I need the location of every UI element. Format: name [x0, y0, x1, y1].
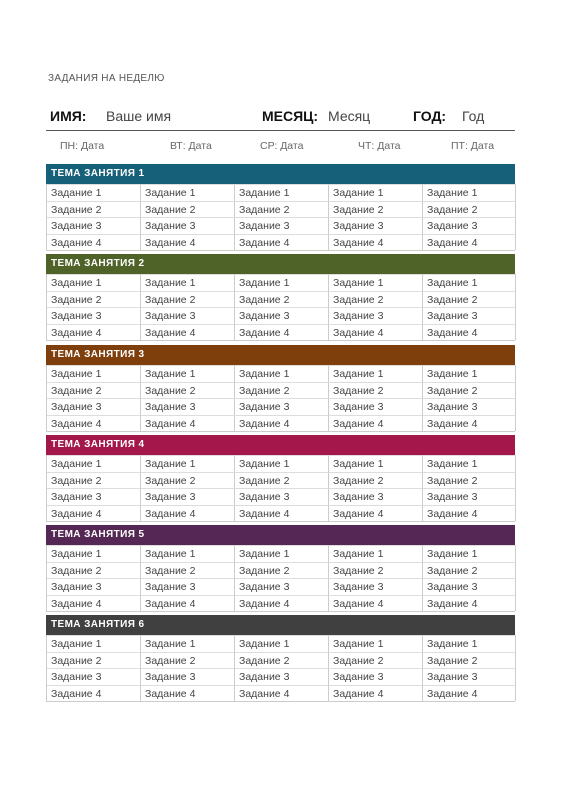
task-cell[interactable]: Задание 1: [329, 365, 423, 382]
task-cell[interactable]: Задание 2: [141, 382, 235, 399]
task-cell[interactable]: Задание 2: [47, 291, 141, 308]
task-cell[interactable]: Задание 2: [423, 652, 516, 669]
task-cell[interactable]: Задание 4: [47, 595, 141, 612]
task-cell[interactable]: Задание 3: [47, 398, 141, 415]
task-cell[interactable]: Задание 4: [141, 685, 235, 702]
task-cell[interactable]: Задание 2: [235, 291, 329, 308]
header-row: [46, 104, 515, 131]
task-cell[interactable]: Задание 1: [329, 635, 423, 652]
task-cell[interactable]: Задание 1: [47, 455, 141, 472]
task-cell[interactable]: Задание 4: [141, 324, 235, 341]
section-2: [46, 254, 515, 341]
task-cell[interactable]: Задание 3: [235, 398, 329, 415]
task-cell[interactable]: Задание 3: [47, 578, 141, 595]
task-cell[interactable]: Задание 2: [329, 652, 423, 669]
section-title: ТЕМА ЗАНЯТИЯ 4: [46, 435, 515, 455]
task-cell[interactable]: Задание 3: [141, 217, 235, 234]
name-label: ИМЯ:: [50, 108, 87, 124]
task-cell[interactable]: Задание 2: [423, 201, 516, 218]
task-grid: [46, 635, 515, 702]
task-cell[interactable]: Задание 2: [141, 562, 235, 579]
task-cell[interactable]: Задание 3: [423, 398, 516, 415]
section-title: ТЕМА ЗАНЯТИЯ 6: [46, 615, 515, 635]
section-5: [46, 525, 515, 612]
task-cell[interactable]: Задание 2: [47, 652, 141, 669]
day-thu: ЧТ: Дата: [358, 140, 401, 152]
task-cell[interactable]: Задание 3: [329, 217, 423, 234]
task-cell[interactable]: Задание 3: [141, 488, 235, 505]
task-cell[interactable]: Задание 3: [329, 578, 423, 595]
task-cell[interactable]: Задание 2: [329, 291, 423, 308]
task-cell[interactable]: Задание 1: [141, 184, 235, 201]
task-cell[interactable]: Задание 4: [423, 505, 516, 522]
name-value[interactable]: Ваше имя: [106, 108, 172, 124]
task-cell[interactable]: Задание 3: [47, 307, 141, 324]
task-cell[interactable]: Задание 2: [47, 201, 141, 218]
task-cell[interactable]: Задание 1: [47, 635, 141, 652]
task-cell[interactable]: Задание 2: [141, 472, 235, 489]
task-cell[interactable]: Задание 4: [423, 234, 516, 251]
task-cell[interactable]: Задание 3: [235, 578, 329, 595]
task-cell[interactable]: Задание 4: [329, 324, 423, 341]
task-cell[interactable]: Задание 3: [141, 398, 235, 415]
task-cell[interactable]: Задание 4: [329, 685, 423, 702]
task-cell[interactable]: Задание 3: [235, 307, 329, 324]
task-cell[interactable]: Задание 2: [235, 201, 329, 218]
section-title: ТЕМА ЗАНЯТИЯ 1: [46, 164, 515, 184]
task-cell[interactable]: Задание 1: [47, 365, 141, 382]
section-title: ТЕМА ЗАНЯТИЯ 2: [46, 254, 515, 274]
task-cell[interactable]: Задание 2: [329, 562, 423, 579]
task-cell[interactable]: Задание 2: [47, 382, 141, 399]
year-value[interactable]: Год: [462, 108, 485, 124]
task-grid: [46, 274, 515, 341]
document-title: ЗАДАНИЯ НА НЕДЕЛЮ: [48, 73, 165, 84]
task-cell[interactable]: Задание 1: [423, 455, 516, 472]
task-cell[interactable]: Задание 1: [329, 455, 423, 472]
task-cell[interactable]: Задание 4: [329, 234, 423, 251]
task-cell[interactable]: Задание 4: [329, 415, 423, 432]
section-title: ТЕМА ЗАНЯТИЯ 5: [46, 525, 515, 545]
task-grid: [46, 184, 515, 251]
task-cell[interactable]: Задание 4: [235, 324, 329, 341]
task-grid: [46, 365, 515, 432]
task-cell[interactable]: Задание 1: [235, 455, 329, 472]
section-1: [46, 164, 515, 251]
task-cell[interactable]: Задание 1: [141, 274, 235, 291]
task-cell[interactable]: Задание 4: [423, 595, 516, 612]
task-cell[interactable]: Задание 3: [423, 668, 516, 685]
task-cell[interactable]: Задание 1: [47, 545, 141, 562]
task-cell[interactable]: Задание 4: [47, 685, 141, 702]
task-cell[interactable]: Задание 2: [423, 472, 516, 489]
task-cell[interactable]: Задание 3: [235, 217, 329, 234]
task-cell[interactable]: Задание 2: [329, 201, 423, 218]
day-wed: СР: Дата: [260, 140, 304, 152]
task-grid: [46, 455, 515, 522]
task-cell[interactable]: Задание 1: [423, 635, 516, 652]
task-cell[interactable]: Задание 2: [235, 382, 329, 399]
task-cell[interactable]: Задание 1: [235, 635, 329, 652]
day-tue: ВТ: Дата: [170, 140, 212, 152]
month-label: МЕСЯЦ:: [262, 108, 319, 124]
task-cell[interactable]: Задание 1: [141, 365, 235, 382]
task-cell[interactable]: Задание 4: [47, 505, 141, 522]
task-cell[interactable]: Задание 1: [141, 545, 235, 562]
task-cell[interactable]: Задание 4: [47, 324, 141, 341]
task-cell[interactable]: Задание 3: [141, 578, 235, 595]
day-fri: ПТ: Дата: [451, 140, 495, 152]
task-cell[interactable]: Задание 3: [329, 488, 423, 505]
task-cell[interactable]: Задание 1: [235, 545, 329, 562]
task-cell[interactable]: Задание 4: [235, 415, 329, 432]
task-cell[interactable]: Задание 2: [329, 382, 423, 399]
task-cell[interactable]: Задание 1: [329, 184, 423, 201]
task-cell[interactable]: Задание 1: [47, 274, 141, 291]
task-cell[interactable]: Задание 4: [141, 595, 235, 612]
task-cell[interactable]: Задание 4: [141, 234, 235, 251]
task-cell[interactable]: Задание 1: [423, 184, 516, 201]
task-cell[interactable]: Задание 4: [141, 415, 235, 432]
task-cell[interactable]: Задание 2: [329, 472, 423, 489]
task-cell[interactable]: Задание 3: [329, 668, 423, 685]
task-cell[interactable]: Задание 3: [47, 488, 141, 505]
task-cell[interactable]: Задание 3: [235, 488, 329, 505]
task-cell[interactable]: Задание 3: [47, 217, 141, 234]
task-grid: [46, 545, 515, 612]
task-cell[interactable]: Задание 1: [141, 635, 235, 652]
task-cell[interactable]: Задание 4: [235, 595, 329, 612]
task-cell[interactable]: Задание 3: [235, 668, 329, 685]
task-cell[interactable]: Задание 4: [235, 685, 329, 702]
task-cell[interactable]: Задание 1: [141, 455, 235, 472]
task-cell[interactable]: Задание 3: [47, 668, 141, 685]
task-cell[interactable]: Задание 2: [423, 382, 516, 399]
task-cell[interactable]: Задание 2: [235, 472, 329, 489]
days-row: [46, 140, 515, 156]
task-cell[interactable]: Задание 1: [423, 274, 516, 291]
task-cell[interactable]: Задание 2: [235, 652, 329, 669]
task-cell[interactable]: Задание 3: [423, 307, 516, 324]
task-cell[interactable]: Задание 3: [423, 488, 516, 505]
task-cell[interactable]: Задание 4: [423, 415, 516, 432]
task-cell[interactable]: Задание 2: [141, 201, 235, 218]
day-mon: ПН: Дата: [60, 140, 105, 152]
task-cell[interactable]: Задание 4: [141, 505, 235, 522]
section-4: [46, 435, 515, 522]
task-cell[interactable]: Задание 4: [329, 505, 423, 522]
task-cell[interactable]: Задание 4: [47, 415, 141, 432]
year-label: ГОД:: [413, 108, 447, 124]
task-cell[interactable]: Задание 2: [47, 562, 141, 579]
task-cell[interactable]: Задание 3: [329, 307, 423, 324]
task-cell[interactable]: Задание 1: [235, 274, 329, 291]
task-cell[interactable]: Задание 3: [423, 578, 516, 595]
task-cell[interactable]: Задание 4: [329, 595, 423, 612]
task-cell[interactable]: Задание 3: [141, 668, 235, 685]
task-cell[interactable]: Задание 1: [423, 365, 516, 382]
task-cell[interactable]: Задание 2: [47, 472, 141, 489]
task-cell[interactable]: Задание 2: [423, 291, 516, 308]
task-cell[interactable]: Задание 4: [423, 324, 516, 341]
task-cell[interactable]: Задание 1: [423, 545, 516, 562]
section-6: [46, 615, 515, 702]
month-value[interactable]: Месяц: [328, 108, 371, 124]
task-cell[interactable]: Задание 1: [329, 274, 423, 291]
task-cell[interactable]: Задание 1: [235, 184, 329, 201]
task-cell[interactable]: Задание 3: [141, 307, 235, 324]
task-cell[interactable]: Задание 1: [47, 184, 141, 201]
task-cell[interactable]: Задание 4: [47, 234, 141, 251]
task-cell[interactable]: Задание 3: [329, 398, 423, 415]
section-title: ТЕМА ЗАНЯТИЯ 3: [46, 345, 515, 365]
task-cell[interactable]: Задание 4: [423, 685, 516, 702]
task-cell[interactable]: Задание 1: [235, 365, 329, 382]
task-cell[interactable]: Задание 2: [235, 562, 329, 579]
task-cell[interactable]: Задание 4: [235, 505, 329, 522]
task-cell[interactable]: Задание 1: [329, 545, 423, 562]
task-cell[interactable]: Задание 2: [423, 562, 516, 579]
task-cell[interactable]: Задание 4: [235, 234, 329, 251]
task-cell[interactable]: Задание 2: [141, 652, 235, 669]
task-cell[interactable]: Задание 3: [423, 217, 516, 234]
task-cell[interactable]: Задание 2: [141, 291, 235, 308]
section-3: [46, 345, 515, 432]
